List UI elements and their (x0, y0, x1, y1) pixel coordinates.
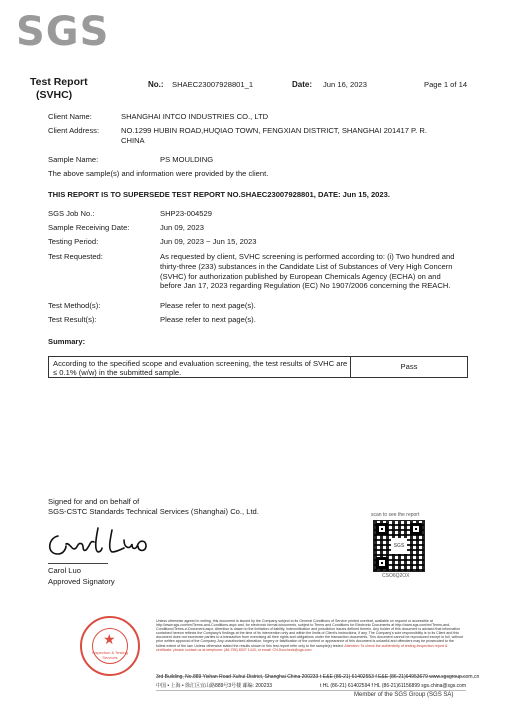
client-address-line1: NO.1299 HUBIN ROAD,HUQIAO TOWN, FENGXIAN DISTRICT, SHANGHAI 201417 P. R. (121, 126, 427, 135)
client-address-line2: CHINA (121, 136, 145, 145)
sample-provided-note: The above sample(s) and information were provided by the client. (48, 169, 269, 178)
qr-code[interactable] (373, 520, 425, 572)
signatory-name: Carol Luo (48, 566, 81, 575)
qr-caption: scan to see the report (371, 512, 420, 518)
supersede-statement: THIS REPORT IS TO SUPERSEDE TEST REPORT NO.SHAEC23007928801, DATE: Jun 15, 2023. (48, 190, 390, 199)
summary-result: Pass (400, 362, 418, 371)
test-methods-value: Please refer to next page(s). (160, 301, 256, 310)
terms-fine-print (156, 619, 464, 663)
receiving-date-label: Sample Receiving Date: (48, 223, 130, 232)
signature-line (48, 563, 108, 564)
contact-line-2: t HL (86-21) 61402594 f HL (86-21)61156899 sgs.china@sgs.com (320, 683, 467, 689)
sample-name-label: Sample Name: (48, 155, 99, 164)
sample-name-value: PS MOULDING (160, 155, 214, 164)
summary-statement: According to the specified scope and evaluation screening, the test results of SVHC are ≤ 0.1% (w/w) in the submitted sample. (53, 359, 348, 377)
signed-on-behalf: Signed for and on behalf of (48, 497, 140, 506)
signatory-company: SGS-CSTC Standards Technical Services (Shanghai) Co., Ltd. (48, 507, 259, 516)
report-title: Test Report (30, 76, 88, 88)
summary-heading: Summary: (48, 337, 86, 346)
client-address-label: Client Address: (48, 126, 100, 135)
test-requested-label: Test Requested: (48, 252, 103, 261)
red-seal-stamp (80, 616, 140, 676)
client-name-label: Client Name: (48, 112, 92, 121)
test-methods-label: Test Method(s): (48, 301, 101, 310)
report-no-label: No.: (148, 80, 164, 89)
job-no-value: SHP23-004529 (160, 209, 212, 218)
summary-table (48, 356, 468, 378)
qr-code-text: CSO6Q2OX (382, 573, 410, 579)
member-of-sgs: Member of the SGS Group (SGS SA) (354, 692, 454, 698)
test-requested-value: As requested by client, SVHC screening is performed according to: (i) Two hundred and thirty-three (233) substances in the Candidate List of Substances of Very High Concern (SVHC) for authorization published by European Chemicals Agency (ECHA) on and before Jan 17, 2023 regarding Regulation (EC) No 1907/2006 concerning the REACH. (160, 252, 455, 291)
job-no-label: SGS Job No.: (48, 209, 95, 218)
test-results-label: Test Result(s): (48, 315, 97, 324)
report-date-value: Jun 16, 2023 (323, 80, 367, 89)
terms-text: Unless otherwise agreed in writing, this document is issued by the Company subject to its General Conditions of Service printed overleaf, available on request or accessible at http://www.sgs.com/en/Terms-and-Conditions.aspx and, for electronic format documents, subject to Terms and Conditions for Electronic Documents at http://www.sgs.com/en/Terms-and-Conditions/Terms-e-Document.aspx. Attention is drawn to the limitation of liability, indemnification and jurisdiction issues defined therein. Any holder of this document is advised that information contained hereon reflects the Company's findings at the time of its intervention only and within the limits of Client's instructions, if any. The Company's sole responsibility is to its Client and this document does not exonerate parties to a transaction from exercising all their rights and obligations under the transaction documents. This document cannot be reproduced except in full, without prior written approval of the Company. Any unauthorized alteration, forgery or falsification of the content or appearance of this document is unlawful and offenders may be prosecuted to the fullest extent of the law. Unless otherwise stated the results shown in this test report refer only to the sample(s) tested. (156, 619, 463, 648)
report-date-label: Date: (292, 80, 313, 89)
qr-center-logo: SGS (391, 538, 407, 554)
handwritten-signature (44, 522, 164, 562)
qr-finder-bottom-left (376, 557, 388, 569)
report-subtitle: (SVHC) (36, 89, 73, 101)
client-name-value: SHANGHAI INTCO INDUSTRIES CO., LTD (121, 112, 269, 121)
receiving-date-value: Jun 09, 2023 (160, 223, 204, 232)
sgs-logo: SGS (16, 9, 110, 55)
authenticity-note: Attention: To check the authenticity of testing /inspection report & certificate, please contact us at telephone: (86-755) 8307 1443, or email: CN.Doccheck@sgs.com (156, 643, 448, 652)
stamp-text: Inspection & Testing Services (92, 650, 128, 660)
signatory-title: Approved Signatory (48, 577, 115, 586)
test-results-value: Please refer to next page(s). (160, 315, 256, 324)
footer-divider-bottom (156, 690, 466, 691)
qr-finder-top-left (376, 523, 388, 535)
report-no-value: SHAEC23007928801_1 (172, 80, 254, 89)
qr-finder-top-right (410, 523, 422, 535)
star-icon: ★ (103, 631, 116, 647)
contact-line-1: t E&E (86-21) 61402553 f E&E (86-21)64953679 www.sgsgroup.com.cn (320, 674, 480, 680)
address-chinese: 中国 • 上海 • 徐汇区宜山路889号3号楼 邮编: 200233 (156, 683, 273, 689)
testing-period-label: Testing Period: (48, 237, 99, 246)
address-english: 3rd Building, No.889 Yishan Road Xuhui District, Shanghai China 200233 (156, 674, 319, 680)
testing-period-value: Jun 09, 2023 ~ Jun 15, 2023 (160, 237, 257, 246)
page-info: Page 1 of 14 (424, 80, 468, 89)
